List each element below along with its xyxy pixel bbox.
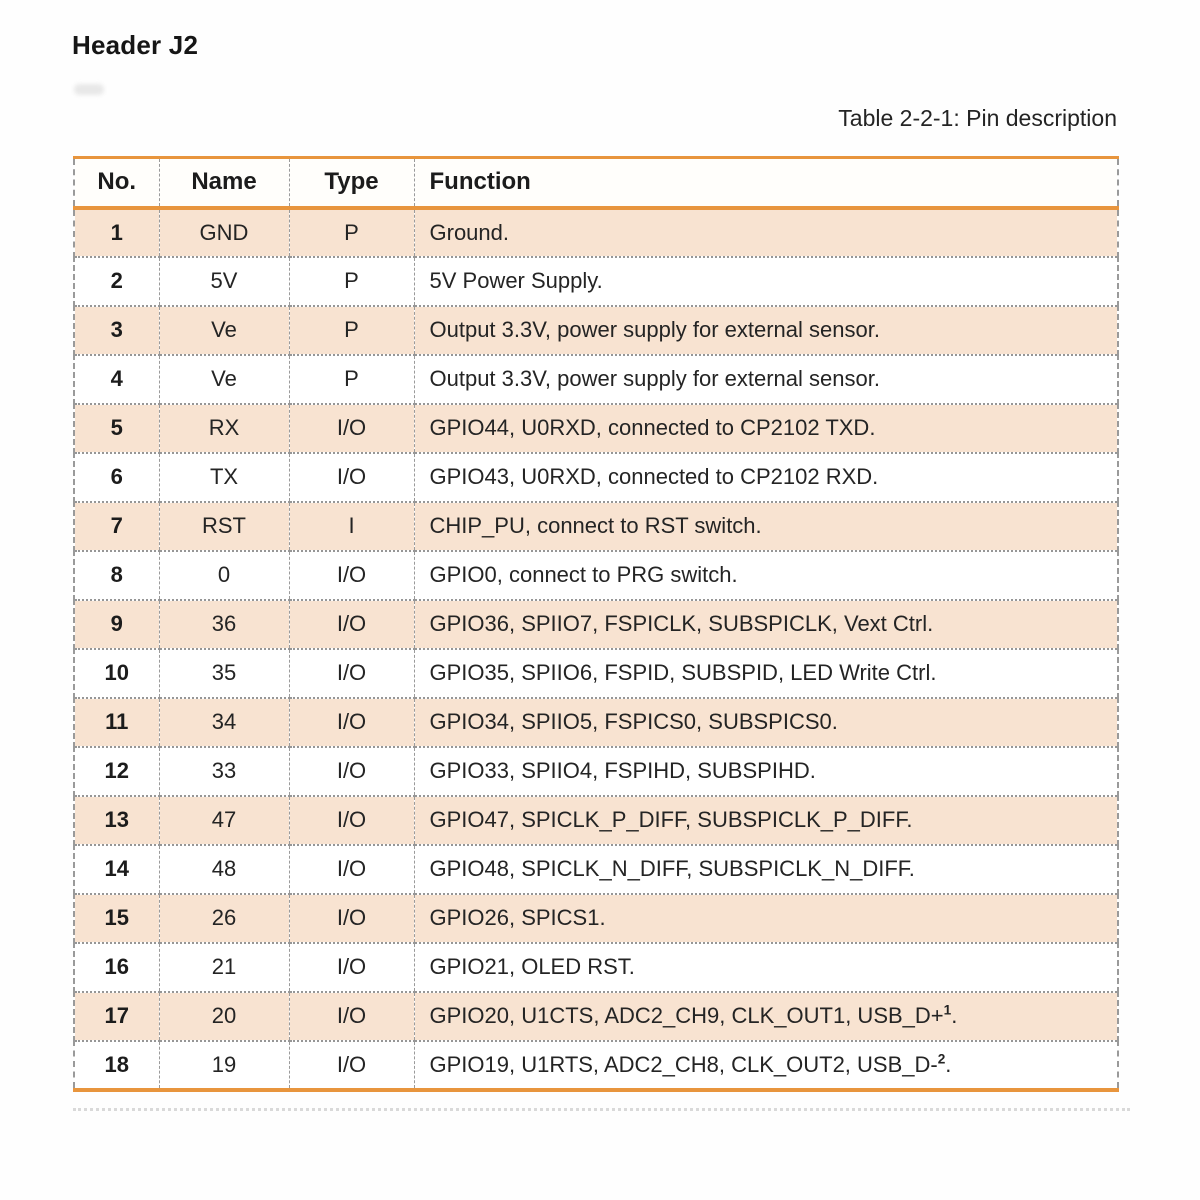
- table-row: [74, 502, 1118, 551]
- table-row: [74, 453, 1118, 502]
- cell-pin-function: GPIO33, SPIIO4, FSPIHD, SUBSPIHD.: [414, 747, 1118, 796]
- cell-pin-function: 5V Power Supply.: [414, 257, 1118, 306]
- cell-pin-type: P: [289, 208, 414, 257]
- cell-pin-type: I/O: [289, 649, 414, 698]
- table-row: [74, 208, 1118, 257]
- cell-pin-function: CHIP_PU, connect to RST switch.: [414, 502, 1118, 551]
- cell-pin-type: P: [289, 355, 414, 404]
- column-header-no: No.: [74, 158, 159, 208]
- cell-pin-number: 18: [74, 1041, 159, 1090]
- cell-pin-type: I/O: [289, 453, 414, 502]
- table-row: [74, 551, 1118, 600]
- cell-pin-type: I/O: [289, 1041, 414, 1090]
- cell-pin-name: GND: [159, 208, 289, 257]
- cell-pin-number: 2: [74, 257, 159, 306]
- cell-pin-type: I/O: [289, 404, 414, 453]
- cell-pin-number: 1: [110, 219, 123, 245]
- cell-pin-number: 14: [74, 845, 159, 894]
- table-row: [74, 796, 1118, 845]
- cell-pin-name: 0: [159, 551, 289, 600]
- pin-table-body: [74, 208, 1118, 1090]
- cell-pin-name: 5V: [159, 257, 289, 306]
- cell-pin-function: GPIO47, SPICLK_P_DIFF, SUBSPICLK_P_DIFF.: [414, 796, 1118, 845]
- cell-pin-type: I/O: [289, 747, 414, 796]
- page-divider-dots: [73, 1108, 1130, 1111]
- table-header-row: [74, 158, 1118, 208]
- cell-pin-name: RX: [159, 404, 289, 453]
- cell-pin-number: 15: [74, 894, 159, 943]
- cell-pin-type: P: [289, 306, 414, 355]
- cell-pin-function: GPIO44, U0RXD, connected to CP2102 TXD.: [414, 404, 1118, 453]
- cell-pin-type: I/O: [289, 992, 414, 1041]
- cell-pin-name: 26: [159, 894, 289, 943]
- column-header-type: Type: [289, 158, 414, 208]
- cell-pin-type: P: [289, 257, 414, 306]
- cell-pin-type: I/O: [289, 796, 414, 845]
- cell-pin-type: I/O: [289, 845, 414, 894]
- cell-pin-name: 48: [159, 845, 289, 894]
- cell-pin-name: 34: [159, 698, 289, 747]
- cell-pin-name: Ve: [159, 306, 289, 355]
- cell-pin-function: GPIO21, OLED RST.: [414, 943, 1118, 992]
- table-row: [74, 747, 1118, 796]
- cell-pin-number: 17: [74, 992, 159, 1041]
- table-row: [74, 600, 1118, 649]
- column-header-name: Name: [159, 158, 289, 208]
- cell-pin-name: RST: [159, 502, 289, 551]
- cell-pin-number: 12: [74, 747, 159, 796]
- table-row: [74, 355, 1118, 404]
- cell-pin-number: 3: [74, 306, 159, 355]
- cell-pin-type: I/O: [289, 943, 414, 992]
- table-row: [74, 943, 1118, 992]
- table-row: [74, 1041, 1118, 1090]
- cell-pin-name: 19: [159, 1041, 289, 1090]
- cell-pin-type: I/O: [289, 551, 414, 600]
- cell-pin-number: 16: [74, 943, 159, 992]
- cell-pin-function: GPIO34, SPIIO5, FSPICS0, SUBSPICS0.: [414, 698, 1118, 747]
- cell-pin-name: 36: [159, 600, 289, 649]
- table-row: [74, 698, 1118, 747]
- cell-pin-function: GPIO26, SPICS1.: [414, 894, 1118, 943]
- cell-pin-name: 20: [159, 992, 289, 1041]
- cell-pin-type: I/O: [289, 698, 414, 747]
- cell-pin-number: 8: [74, 551, 159, 600]
- cell-pin-number: 7: [74, 502, 159, 551]
- cell-pin-type: I/O: [289, 600, 414, 649]
- cell-pin-name: 35: [159, 649, 289, 698]
- cell-pin-function: GPIO19, U1RTS, ADC2_CH8, CLK_OUT2, USB_D-$^2$.: [414, 1041, 1118, 1090]
- footnote-superscript: 2: [937, 1051, 946, 1067]
- cell-pin-number: 6: [74, 453, 159, 502]
- cell-pin-number: 10: [74, 649, 159, 698]
- cell-pin-function: Ground.: [414, 208, 1118, 257]
- cell-pin-number: 13: [74, 796, 159, 845]
- pin-description-table: [73, 156, 1119, 1092]
- table-row: [74, 992, 1118, 1041]
- cell-pin-number: 9: [74, 600, 159, 649]
- cell-pin-name: 33: [159, 747, 289, 796]
- table-row: [74, 404, 1118, 453]
- cell-pin-number: 5: [74, 404, 159, 453]
- cell-pin-function: GPIO20, U1CTS, ADC2_CH9, CLK_OUT1, USB_D+$^1$.: [414, 992, 1118, 1041]
- scan-artifact: [74, 84, 104, 95]
- table-row: [74, 257, 1118, 306]
- cell-pin-type: I/O: [289, 894, 414, 943]
- cell-pin-function: GPIO36, SPIIO7, FSPICLK, SUBSPICLK, Vext Ctrl.: [414, 600, 1118, 649]
- cell-pin-number: 4: [74, 355, 159, 404]
- cell-pin-number: 11: [74, 698, 159, 747]
- page-title: Header J2: [72, 30, 199, 60]
- cell-pin-type: I: [289, 502, 414, 551]
- table-row: [74, 306, 1118, 355]
- cell-pin-name: TX: [159, 453, 289, 502]
- cell-pin-name: Ve: [159, 355, 289, 404]
- column-header-function: Function: [414, 158, 1118, 208]
- table-caption: Table 2-2-1: Pin description: [838, 105, 1117, 131]
- table-row: [74, 845, 1118, 894]
- cell-pin-function: GPIO43, U0RXD, connected to CP2102 RXD.: [414, 453, 1118, 502]
- cell-pin-function: GPIO0, connect to PRG switch.: [414, 551, 1118, 600]
- cell-pin-name: 47: [159, 796, 289, 845]
- cell-pin-name: 21: [159, 943, 289, 992]
- cell-pin-function: Output 3.3V, power supply for external sensor.: [414, 355, 1118, 404]
- cell-pin-function: GPIO48, SPICLK_N_DIFF, SUBSPICLK_N_DIFF.: [414, 845, 1118, 894]
- footnote-superscript: 1: [943, 1002, 952, 1018]
- cell-pin-function: GPIO35, SPIIO6, FSPID, SUBSPID, LED Write Ctrl.: [414, 649, 1118, 698]
- table-row: [74, 894, 1118, 943]
- table-row: [74, 649, 1118, 698]
- cell-pin-function: Output 3.3V, power supply for external sensor.: [414, 306, 1118, 355]
